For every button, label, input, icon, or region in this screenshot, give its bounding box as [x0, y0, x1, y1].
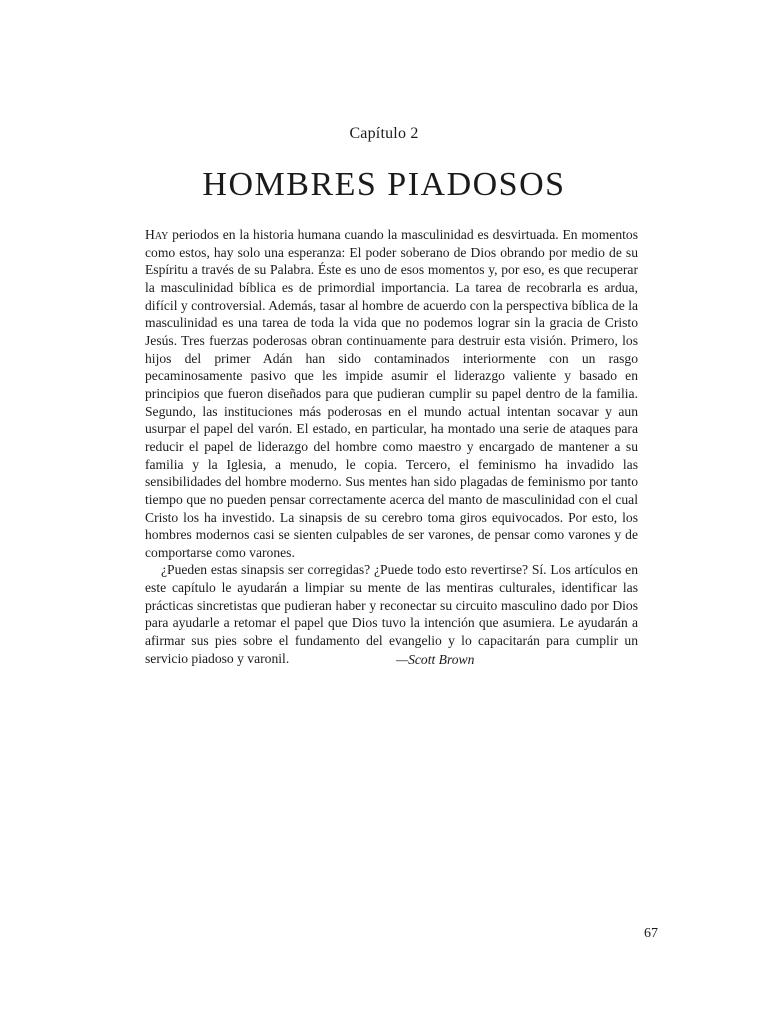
- author-signature: —Scott Brown: [396, 652, 475, 667]
- paragraph-1-text: periodos en la historia humana cuando la masculinidad es desvirtuada. En momentos como estos, hay solo una esperanza: El poder soberano de Dios obrando por medio de su Espíritu a través de su Palabra. Éste es uno de esos momentos y, por eso, es que recuperar la masculinidad bíblica es de primordial importancia. La tarea de recobrarla es ardua, difícil y controversial. Además, tasar al hombre de acuerdo con la perspectiva bíblica de la masculinidad es una tarea de toda la vida que no podemos lograr sin la gracia de Cristo Jesús. Tres fuerzas poderosas obran continuamente para destruir esta visión. Primero, los hijos del primer Adán han sido contaminados interiormente con un rasgo pecaminosamente pasivo que les impide asumir el liderazgo valiente y basado en principios que fueron diseñados para que pudieran cumplir su papel dentro de la familia. Segundo, las instituciones más poderosas en el mundo actual intentan socavar y aun usurpar el papel del varón. El estado, en particular, ha montado una serie de ataques para reducir el papel de liderazgo del hombre como maestro y encargado de mantener a su familia y la Iglesia, a menudo, le copia. Tercero, el feminismo ha invadido las sensibilidades del hombre moderno. Sus mentes han sido plagadas de feminismo por tanto tiempo que no pueden pensar correctamente acerca del manto de masculinidad con el cual Cristo los ha investido. La sinapsis de su cerebro toma giros equivocados. Por esto, los hombres modernos casi se sienten culpables de ser varones, de pensar como varones y de comportarse como varones.: [145, 227, 638, 560]
- paragraph-2: ¿Pueden estas sinapsis ser corregidas? ¿Puede todo esto revertirse? Sí. Los artículos en este capítulo le ayudarán a limpiar su mente de las mentiras culturales, identificar las prácticas sincretistas que pudieran haber y reconectar su circuito masculino dado por Dios para ayudarle a retomar el papel que Dios tuvo la intención que asumiera. Le ayudarán a afirmar sus pies sobre el fundamento del evangelio y lo capacitarán para cumplir un servicio piadoso y varonil.: [145, 562, 638, 666]
- lead-word: Hay: [145, 227, 169, 242]
- paragraph-1: [145, 226, 638, 561]
- page-number: 67: [644, 926, 658, 941]
- chapter-label: Capítulo 2: [349, 125, 419, 142]
- chapter-intro: [145, 226, 638, 667]
- chapter-title: HOMBRES PIADOSOS: [202, 166, 566, 203]
